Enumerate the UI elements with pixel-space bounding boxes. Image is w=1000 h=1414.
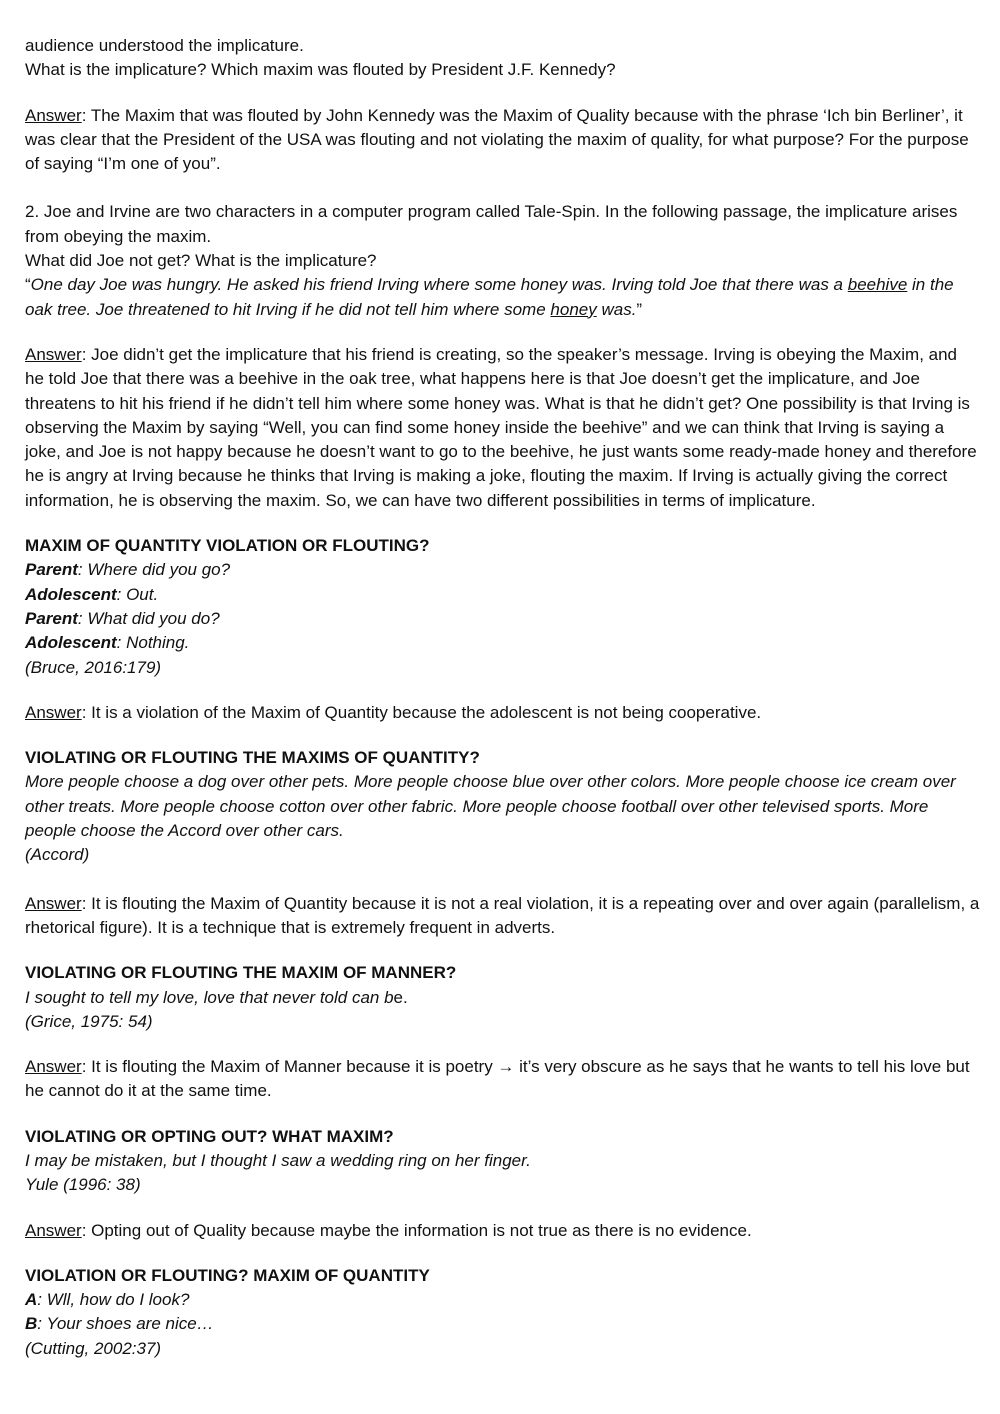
citation: (Accord) [25, 845, 90, 865]
section-heading: VIOLATING OR FLOUTING THE MAXIMS OF QUANTITY? [25, 748, 480, 768]
answer-label: Answer [25, 344, 82, 364]
answer-text: : It is flouting the Maxim of Quantity because it is not a real violation, it is a repeating over and over again (parallelism, a rhetorical figure). It is a technique that is extremely frequent in adverts. [25, 893, 980, 937]
answer-text: : It is flouting the Maxim of Manner because it is poetry → it’s very obscure as he says that he wants to tell his love but he cannot do it at the same time. [25, 1057, 970, 1101]
answer-text: : It is a violation of the Maxim of Quantity because the adolescent is not being cooperative. [81, 702, 762, 722]
intro-line: audience understood the implicature. [25, 36, 304, 55]
intro-question: What is the implicature? Which maxim was flouted by President J.F. Kennedy? [25, 60, 616, 80]
section-answer [25, 1219, 980, 1243]
dialogue-line: A: Wll, how do I look? [25, 1290, 190, 1310]
answer-label: Answer [25, 702, 82, 722]
dialogue-line: Adolescent: Nothing. [25, 633, 190, 653]
dialogue-line: Parent: Where did you go? [25, 560, 231, 580]
section-heading: VIOLATING OR OPTING OUT? WHAT MAXIM? [25, 1126, 394, 1146]
section-heading: VIOLATION OR FLOUTING? MAXIM OF QUANTITY [25, 1265, 430, 1285]
honey-word: honey [550, 299, 597, 319]
dialogue-line: Adolescent: Out. [25, 584, 159, 604]
answer-label: Answer [25, 1220, 82, 1240]
section-answer [25, 1055, 980, 1104]
section-heading: MAXIM OF QUANTITY VIOLATION OR FLOUTING? [25, 536, 430, 556]
question-2-intro: 2. Joe and Irvine are two characters in a computer program called Tale-Spin. In the following passage, the implicature arises from obeying the maxim. [25, 202, 958, 246]
example-text: I sought to tell my love, love that never told can be. [25, 987, 408, 1007]
beehive-word: beehive [847, 275, 908, 295]
answer-label: Answer [25, 1057, 82, 1077]
citation: (Grice, 1975: 54) [25, 1011, 153, 1031]
kennedy-answer [25, 104, 980, 177]
question-2-answer [25, 343, 980, 513]
dialogue-line: Parent: What did you do? [25, 608, 220, 628]
answer-text: : The Maxim that was flouted by John Kennedy was the Maxim of Quality because with the phrase ‘Ich bin Berliner’, it was clear that the President of the USA was flouting and not violating the maxim of quality, for what purpose? For the purpose of saying “I’m one of you”. [25, 105, 969, 174]
answer-label: Answer [25, 105, 82, 125]
section-heading: VIOLATING OR FLOUTING THE MAXIM OF MANNER? [25, 963, 457, 983]
question-2-question: What did Joe not get? What is the implicature? [25, 251, 377, 271]
answer-text: : Opting out of Quality because maybe the information is not true as there is no evidence. [81, 1220, 752, 1240]
citation: (Bruce, 2016:179) [25, 657, 162, 677]
document-page [25, 34, 980, 1361]
dialogue-line: B: Your shoes are nice… [25, 1314, 214, 1334]
example-text: I may be mistaken, but I thought I saw a wedding ring on her finger. [25, 1150, 531, 1170]
answer-label: Answer [25, 893, 82, 913]
section-answer [25, 892, 980, 941]
example-text: More people choose a dog over other pets. More people choose blue over other colors. More people choose ice cream over other treats. More people choose cotton over other fabric. More people choose football over other televised sports. More people choose the Accord over other cars. [25, 772, 956, 841]
section-answer [25, 701, 980, 725]
question-2-passage: “One day Joe was hungry. He asked his friend Irving where some honey was. Irving told Joe that there was a beehive in the oak tree. Joe threatened to hit Irving if he did not tell him where some honey was.” [25, 275, 954, 319]
citation: Yule (1996: 38) [25, 1175, 141, 1195]
answer-text: : Joe didn’t get the implicature that his friend is creating, so the speaker’s message. Irving is obeying the Maxim, and he told Joe that there was a beehive in the oak tree, what happens here is that Joe doesn’t get the implicature, and Joe threatens to hit his friend if he didn’t tell him where some honey was. What is that he didn’t get? One possibility is that Irving is observing the Maxim by saying “Well, you can find some honey inside the beehive” and we can think that Irving is saying a joke, and Joe is not happy because he doesn’t want to go to the beehive, he just wants some ready-made honey and therefore he is angry at Irving because he thinks that Irving is making a joke, flouting the maxim. If Irving is actually giving the correct information, he is observing the maxim. So, we can have two different possibilities in terms of implicature. [25, 344, 977, 510]
citation: (Cutting, 2002:37) [25, 1338, 162, 1358]
